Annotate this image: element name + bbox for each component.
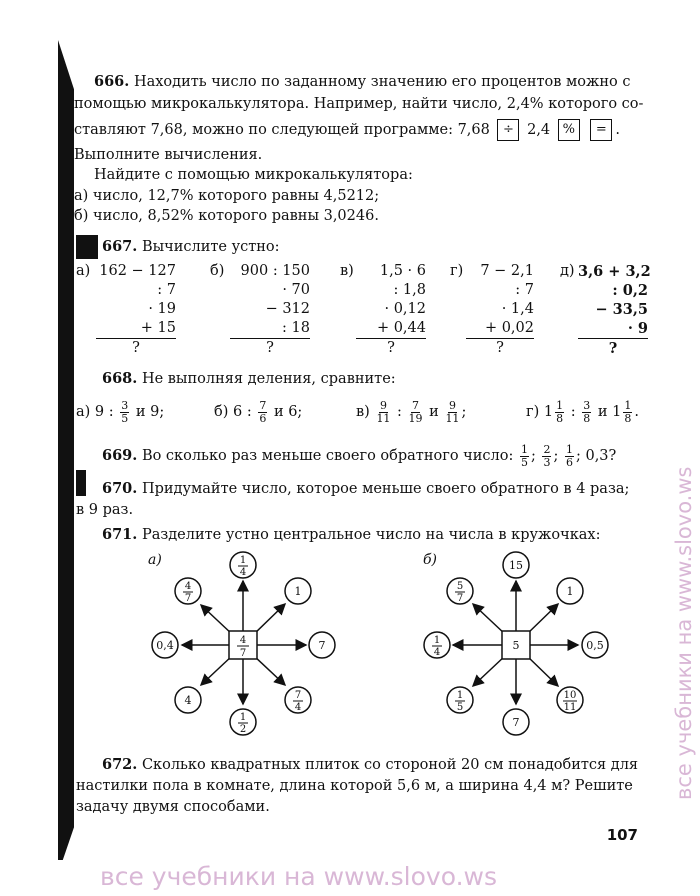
p666-item-a: а) число, 12,7% которого равны 4,5212; [74, 188, 380, 204]
svg-text:1: 1 [456, 690, 464, 701]
p672-number: 672. [102, 756, 138, 773]
svg-text:7: 7 [512, 716, 520, 729]
p672-line3: задачу двумя способами. [76, 799, 270, 815]
svg-text:1: 1 [239, 712, 247, 723]
svg-text:7: 7 [294, 690, 302, 701]
diagram-a-center-den: 7 [239, 648, 247, 659]
percent-key: % [558, 119, 580, 141]
p671-number: 671. [102, 526, 138, 543]
page-number: 107 [606, 826, 638, 844]
p667-column-a: 162 − 127 : 7 · 19 + 15 ? [96, 262, 176, 358]
svg-text:4: 4 [184, 694, 192, 707]
p669-number: 669. [102, 447, 138, 464]
svg-text:0,4: 0,4 [156, 639, 174, 652]
svg-text:11: 11 [563, 702, 577, 713]
svg-text:1: 1 [566, 585, 574, 598]
p668-item-a: а) 9 : $\frac{3}{5}$ и 9; [76, 398, 165, 425]
svg-text:4: 4 [184, 581, 192, 592]
p667-column-b: 900 : 150 · 70 − 312 : 18 ? [230, 262, 310, 358]
svg-text:7: 7 [456, 593, 464, 604]
p667-column-c: 1,5 · 6 : 1,8 · 0,12 + 0,44 ? [356, 262, 426, 358]
equals-key: = [590, 119, 612, 141]
p668-line: 668. Не выполняя деления, сравните: [102, 370, 396, 387]
p669-line: 669. Во сколько раз меньше своего обратного число: $\frac{1}{5}$ ; $\frac{2}{3}$ ; $\frac{1}{6}$ ; 0,3? [102, 442, 617, 469]
p666-line3: ставляют 7,68, можно по следующей программе: 7,68 ÷ 2,4 % = . [74, 119, 620, 141]
svg-text:10: 10 [563, 690, 577, 701]
p666-line5: Найдите с помощью микрокалькулятора: [94, 167, 413, 183]
p666-item-b: б) число, 8,52% которого равны 3,0246. [74, 208, 379, 224]
svg-text:15: 15 [509, 559, 523, 572]
svg-text:0,5: 0,5 [586, 639, 604, 652]
bottom-watermark: все учебники на www.slovo.ws [100, 862, 497, 891]
p666-line4: Выполните вычисления. [74, 147, 263, 163]
p667-label-d: г) [450, 263, 464, 279]
svg-text:2: 2 [239, 724, 247, 735]
p672-line1: 672. Сколько квадратных плиток со стороной 20 см понадобится для [102, 756, 639, 773]
p667-label-a: а) [76, 263, 91, 279]
svg-text:5: 5 [456, 581, 464, 592]
p670-line2: в 9 раз. [76, 502, 134, 518]
p667-label-e: д) [560, 263, 575, 279]
p666-number: 666. [94, 73, 130, 90]
divide-key: ÷ [497, 119, 519, 141]
p668-item-d: г) 1 $\frac{1}{8}$ : $\frac{3}{8}$ и 1 $\frac{1}{8}$ . [526, 398, 639, 425]
p668-item-b: б) 6 : $\frac{7}{6}$ и 6; [214, 398, 303, 425]
division-diagrams [140, 548, 660, 748]
p671-line: 671. Разделите устно центральное число на числа в кружочках: [102, 526, 601, 543]
oral-task-icon [76, 235, 98, 259]
p667-line: 667. Вычислите устно: [102, 238, 280, 255]
svg-text:1: 1 [433, 635, 441, 646]
p667-column-d: 7 − 2,1 : 7 · 1,4 + 0,02 ? [466, 262, 534, 358]
diagram-a-center-num: 4 [239, 635, 247, 646]
diagram-b-center: 5 [512, 639, 520, 652]
svg-text:4: 4 [239, 567, 247, 578]
p667-number: 667. [102, 238, 138, 255]
svg-text:7: 7 [184, 593, 192, 604]
side-watermark: все учебники на www.slovo.ws [672, 466, 696, 800]
svg-text:7: 7 [318, 639, 326, 652]
p666-line2: помощью микрокалькулятора. Например, найти число, 2,4% которого со- [74, 96, 644, 112]
svg-text:4: 4 [433, 647, 441, 658]
p667-label-c: в) [340, 263, 354, 279]
p668-item-c: в) $\frac{9}{11}$ : $\frac{7}{19}$ и $\frac{9}{11}$ ; [356, 398, 467, 425]
diagram-b-label: б) [423, 552, 438, 568]
marker-icon [76, 470, 86, 496]
p670-line1: 670. Придумайте число, которое меньше своего обратного в 4 раза; [102, 480, 630, 497]
svg-text:4: 4 [294, 702, 302, 713]
svg-text:1: 1 [239, 555, 247, 566]
p670-number: 670. [102, 480, 138, 497]
p667-column-e: 3,6 + 3,2 : 0,2 − 33,5 · 9 ? [578, 263, 651, 357]
p668-number: 668. [102, 370, 138, 387]
p672-line2: настилки пола в комнате, длина которой 5,6 м, а ширина 4,4 м? Решите [76, 778, 633, 794]
p667-label-b: б) [210, 263, 225, 279]
book-spine-shadow [58, 40, 74, 860]
svg-text:5: 5 [456, 702, 464, 713]
svg-text:1: 1 [294, 585, 302, 598]
p666-line1: 666. Находить число по заданному значению его процентов можно с [94, 73, 631, 90]
diagram-a-label: а) [148, 552, 162, 568]
